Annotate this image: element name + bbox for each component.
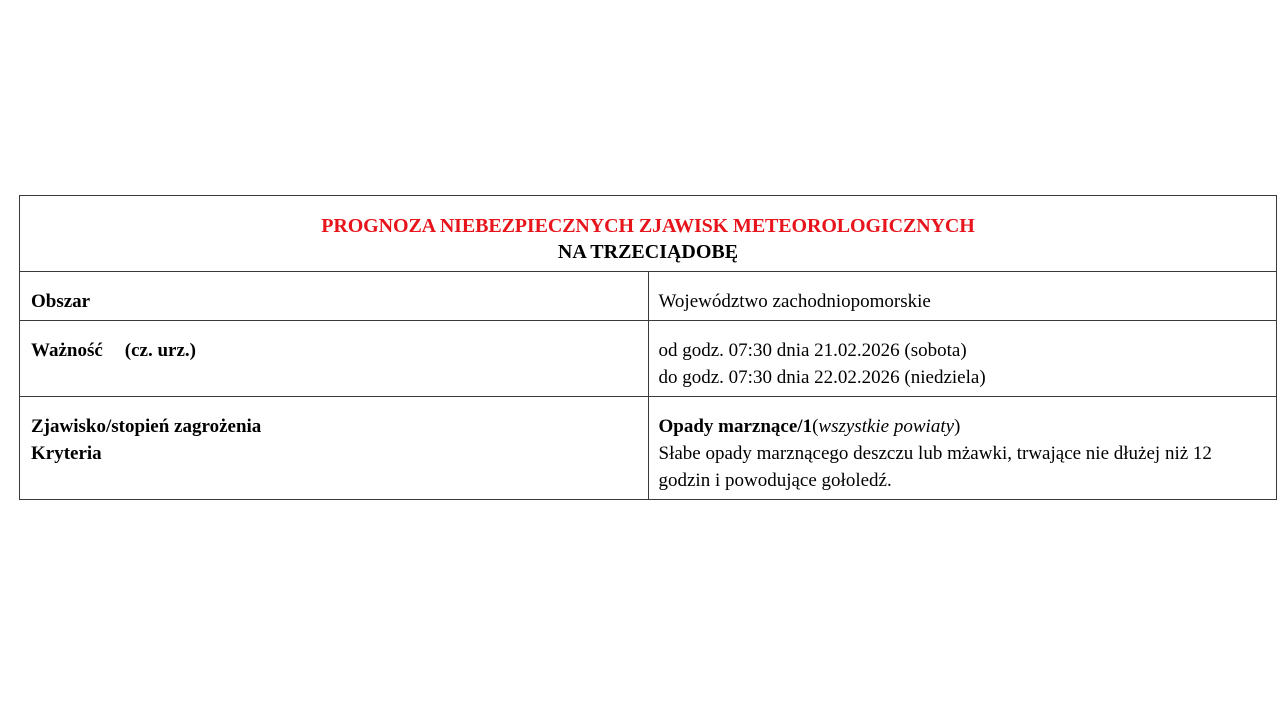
scope-close: ) [954, 416, 961, 437]
phenomenon-value [648, 397, 1277, 500]
header-row [20, 196, 1277, 272]
phenomenon-label-line1: Zjawisko/stopień zagrożenia [31, 416, 262, 437]
phenomenon-criteria: Słabe opady marznącego deszczu lub mżawki, trwające nie dłużej niż 12 godzin i powodujące gołoledź. [658, 443, 1212, 491]
table-row-validity [20, 321, 1277, 397]
validity-label-note: (cz. urz.) [124, 340, 196, 361]
validity-from: od godz. 07:30 dnia 21.02.2026 (sobota) [658, 340, 967, 361]
table-row-phenomenon [20, 397, 1277, 500]
table-row-area [20, 272, 1277, 321]
validity-label-main: Ważność [31, 340, 103, 361]
phenomenon-label-line2: Kryteria [31, 443, 102, 464]
area-label: Obszar [20, 272, 649, 321]
phenomenon-name: Opady marznące/1 [658, 416, 813, 437]
phenomenon-label [20, 397, 649, 500]
phenomenon-scope: wszystkie powiaty [818, 416, 955, 437]
validity-to: do godz. 07:30 dnia 22.02.2026 (niedziela) [658, 367, 986, 388]
header-cell [20, 196, 1277, 272]
forecast-title: PROGNOZA NIEBEZPIECZNYCH ZJAWISK METEOROLOGICZNYCH [321, 215, 975, 237]
area-value: Województwo zachodniopomorskie [648, 272, 1277, 321]
phenomenon-heading [659, 413, 1267, 440]
forecast-subtitle: NA TRZECIĄDOBĘ [557, 241, 739, 263]
validity-label [20, 321, 649, 397]
validity-value [648, 321, 1277, 397]
warning-table [19, 195, 1277, 500]
scope-open: ( [812, 416, 819, 437]
